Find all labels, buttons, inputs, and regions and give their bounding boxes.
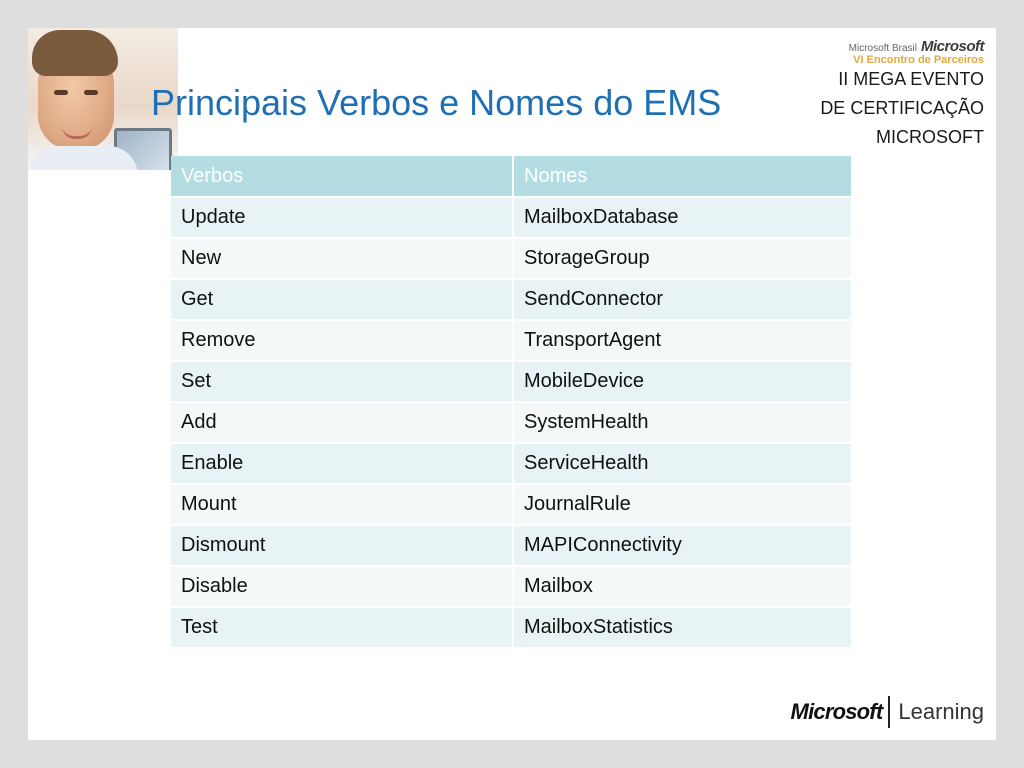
table-row <box>171 567 853 608</box>
verb-cell: Remove <box>171 321 514 362</box>
verb-cell: Test <box>171 608 514 649</box>
event-line-1: II MEGA EVENTO <box>838 69 984 89</box>
noun-cell: StorageGroup <box>514 239 853 280</box>
microsoft-logo-small: Microsoft <box>921 38 984 55</box>
noun-cell: MailboxDatabase <box>514 198 853 239</box>
table-row <box>171 526 853 567</box>
noun-cell: ServiceHealth <box>514 444 853 485</box>
table-row <box>171 444 853 485</box>
logo-divider <box>888 696 890 728</box>
microsoft-learning-logo <box>791 696 984 728</box>
verbs-nouns-table <box>171 156 853 649</box>
table-row <box>171 321 853 362</box>
encontro-text: VI Encontro de Parceiros <box>853 54 984 66</box>
noun-cell: TransportAgent <box>514 321 853 362</box>
table-row <box>171 198 853 239</box>
slide <box>28 28 996 740</box>
header-verbos: Verbos <box>171 156 514 198</box>
verb-cell: Disable <box>171 567 514 608</box>
verb-cell: Enable <box>171 444 514 485</box>
verb-cell: Mount <box>171 485 514 526</box>
event-line-2: DE CERTIFICAÇÃO <box>820 98 984 118</box>
event-branding <box>820 38 984 153</box>
table-row <box>171 362 853 403</box>
noun-cell: MobileDevice <box>514 362 853 403</box>
microsoft-logo: Microsoft <box>790 699 883 724</box>
microsoft-brasil-text: Microsoft Brasil <box>848 43 917 54</box>
header-nomes: Nomes <box>514 156 853 198</box>
noun-cell: SystemHealth <box>514 403 853 444</box>
table-row <box>171 280 853 321</box>
verb-cell: New <box>171 239 514 280</box>
event-line-3: MICROSOFT <box>876 127 984 147</box>
table-header-row <box>171 156 853 198</box>
noun-cell: MAPIConnectivity <box>514 526 853 567</box>
table-row <box>171 485 853 526</box>
noun-cell: Mailbox <box>514 567 853 608</box>
noun-cell: SendConnector <box>514 280 853 321</box>
noun-cell: JournalRule <box>514 485 853 526</box>
verb-cell: Dismount <box>171 526 514 567</box>
table-row <box>171 403 853 444</box>
slide-title: Principais Verbos e Nomes do EMS <box>151 82 722 123</box>
verb-cell: Add <box>171 403 514 444</box>
verb-cell: Get <box>171 280 514 321</box>
table-row <box>171 608 853 649</box>
verb-cell: Update <box>171 198 514 239</box>
table-body <box>171 198 853 649</box>
noun-cell: MailboxStatistics <box>514 608 853 649</box>
verb-cell: Set <box>171 362 514 403</box>
table-row <box>171 239 853 280</box>
learning-text: Learning <box>898 699 984 724</box>
